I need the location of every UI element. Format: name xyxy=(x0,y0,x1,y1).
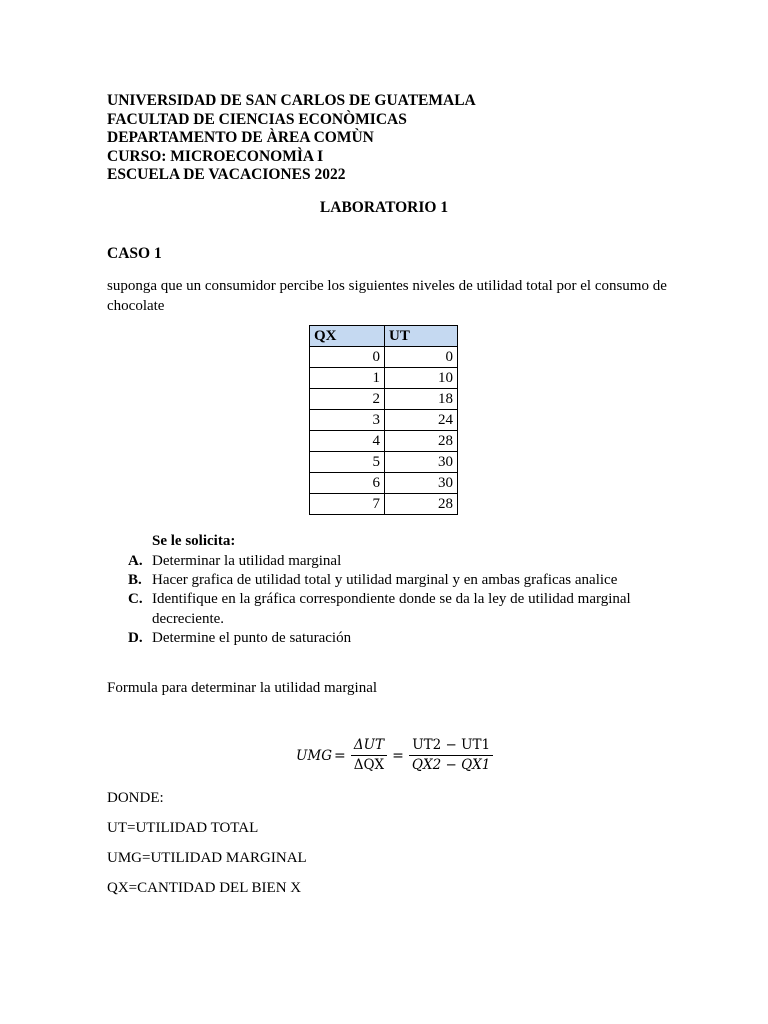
task-item xyxy=(128,571,668,590)
definition-qx: QX=CANTIDAD DEL BIEN X xyxy=(107,880,302,896)
cell-ut: 30 xyxy=(385,452,458,473)
header-university: UNIVERSIDAD DE SAN CARLOS DE GUATEMALA xyxy=(107,92,476,109)
task-text: Determinar la utilidad marginal xyxy=(152,553,342,569)
fraction-numerator: ΔUT xyxy=(351,736,387,756)
cell-qx: 2 xyxy=(310,389,385,410)
task-letter: C. xyxy=(128,591,143,608)
table-row xyxy=(310,452,458,473)
table-row xyxy=(310,389,458,410)
cell-ut: 18 xyxy=(385,389,458,410)
cell-qx: 5 xyxy=(310,452,385,473)
utility-table xyxy=(309,325,458,515)
cell-qx: 4 xyxy=(310,431,385,452)
cell-ut: 10 xyxy=(385,368,458,389)
cell-qx: 7 xyxy=(310,494,385,515)
column-header-ut: UT xyxy=(385,326,458,347)
task-item xyxy=(128,552,668,571)
cell-ut: 30 xyxy=(385,473,458,494)
task-letter: A. xyxy=(128,553,143,569)
table-row xyxy=(310,473,458,494)
header-course: CURSO: MICROECONOMÌA I xyxy=(107,147,324,165)
formula-fraction-delta xyxy=(351,736,387,775)
case-title: CASO 1 xyxy=(107,245,162,262)
formula-equals-2: = xyxy=(392,747,404,764)
formula-lhs: UMG xyxy=(296,747,332,764)
header-faculty: FACULTAD DE CIENCIAS ECONÒMICAS xyxy=(107,110,407,128)
task-text: Identifique en la gráfica correspondiente donde se da la ley de utilidad marginal decreciente. xyxy=(152,591,631,627)
cell-qx: 1 xyxy=(310,368,385,389)
task-text: Determine el punto de saturación xyxy=(152,629,352,646)
cell-ut: 0 xyxy=(385,347,458,368)
cell-ut: 28 xyxy=(385,494,458,515)
cell-ut: 28 xyxy=(385,431,458,452)
column-header-qx: QX xyxy=(310,326,385,347)
formula-fraction-difference xyxy=(409,736,493,775)
table-row xyxy=(310,368,458,389)
intro-paragraph: suponga que un consumidor percibe los siguientes niveles de utilidad total por el consumo de chocolate xyxy=(107,278,667,314)
formula-equals-1: = xyxy=(334,747,346,764)
definitions xyxy=(107,789,307,909)
cell-ut: 24 xyxy=(385,410,458,431)
task-item xyxy=(128,629,668,648)
fraction-denominator: ΔQX xyxy=(353,757,385,773)
fraction-denominator: QX2 − QX1 xyxy=(411,757,491,773)
formula-intro: Formula para determinar la utilidad marginal xyxy=(107,680,378,696)
definition-umg: UMG=UTILIDAD MARGINAL xyxy=(107,850,307,866)
marginal-utility-formula xyxy=(296,736,496,775)
header-school: ESCUELA DE VACACIONES 2022 xyxy=(107,166,346,183)
table-row xyxy=(310,347,458,368)
task-list xyxy=(128,552,668,648)
table-header-row xyxy=(310,326,458,347)
task-letter: B. xyxy=(128,572,142,589)
definition-ut: UT=UTILIDAD TOTAL xyxy=(107,820,259,836)
cell-qx: 0 xyxy=(310,347,385,368)
lab-title: LABORATORIO 1 xyxy=(319,199,449,216)
cell-qx: 3 xyxy=(310,410,385,431)
ask-title: Se le solicita: xyxy=(152,533,236,549)
task-item xyxy=(128,590,668,628)
fraction-numerator: UT2 − UT1 xyxy=(409,736,493,756)
table-row xyxy=(310,410,458,431)
cell-qx: 6 xyxy=(310,473,385,494)
definitions-heading: DONDE: xyxy=(107,790,164,806)
document-header xyxy=(107,92,476,185)
table-row xyxy=(310,494,458,515)
header-department: DEPARTAMENTO DE ÀREA COMÙN xyxy=(107,129,374,146)
table-row xyxy=(310,431,458,452)
task-text: Hacer grafica de utilidad total y utilidad marginal y en ambas graficas analice xyxy=(152,572,618,589)
task-letter: D. xyxy=(128,629,143,646)
